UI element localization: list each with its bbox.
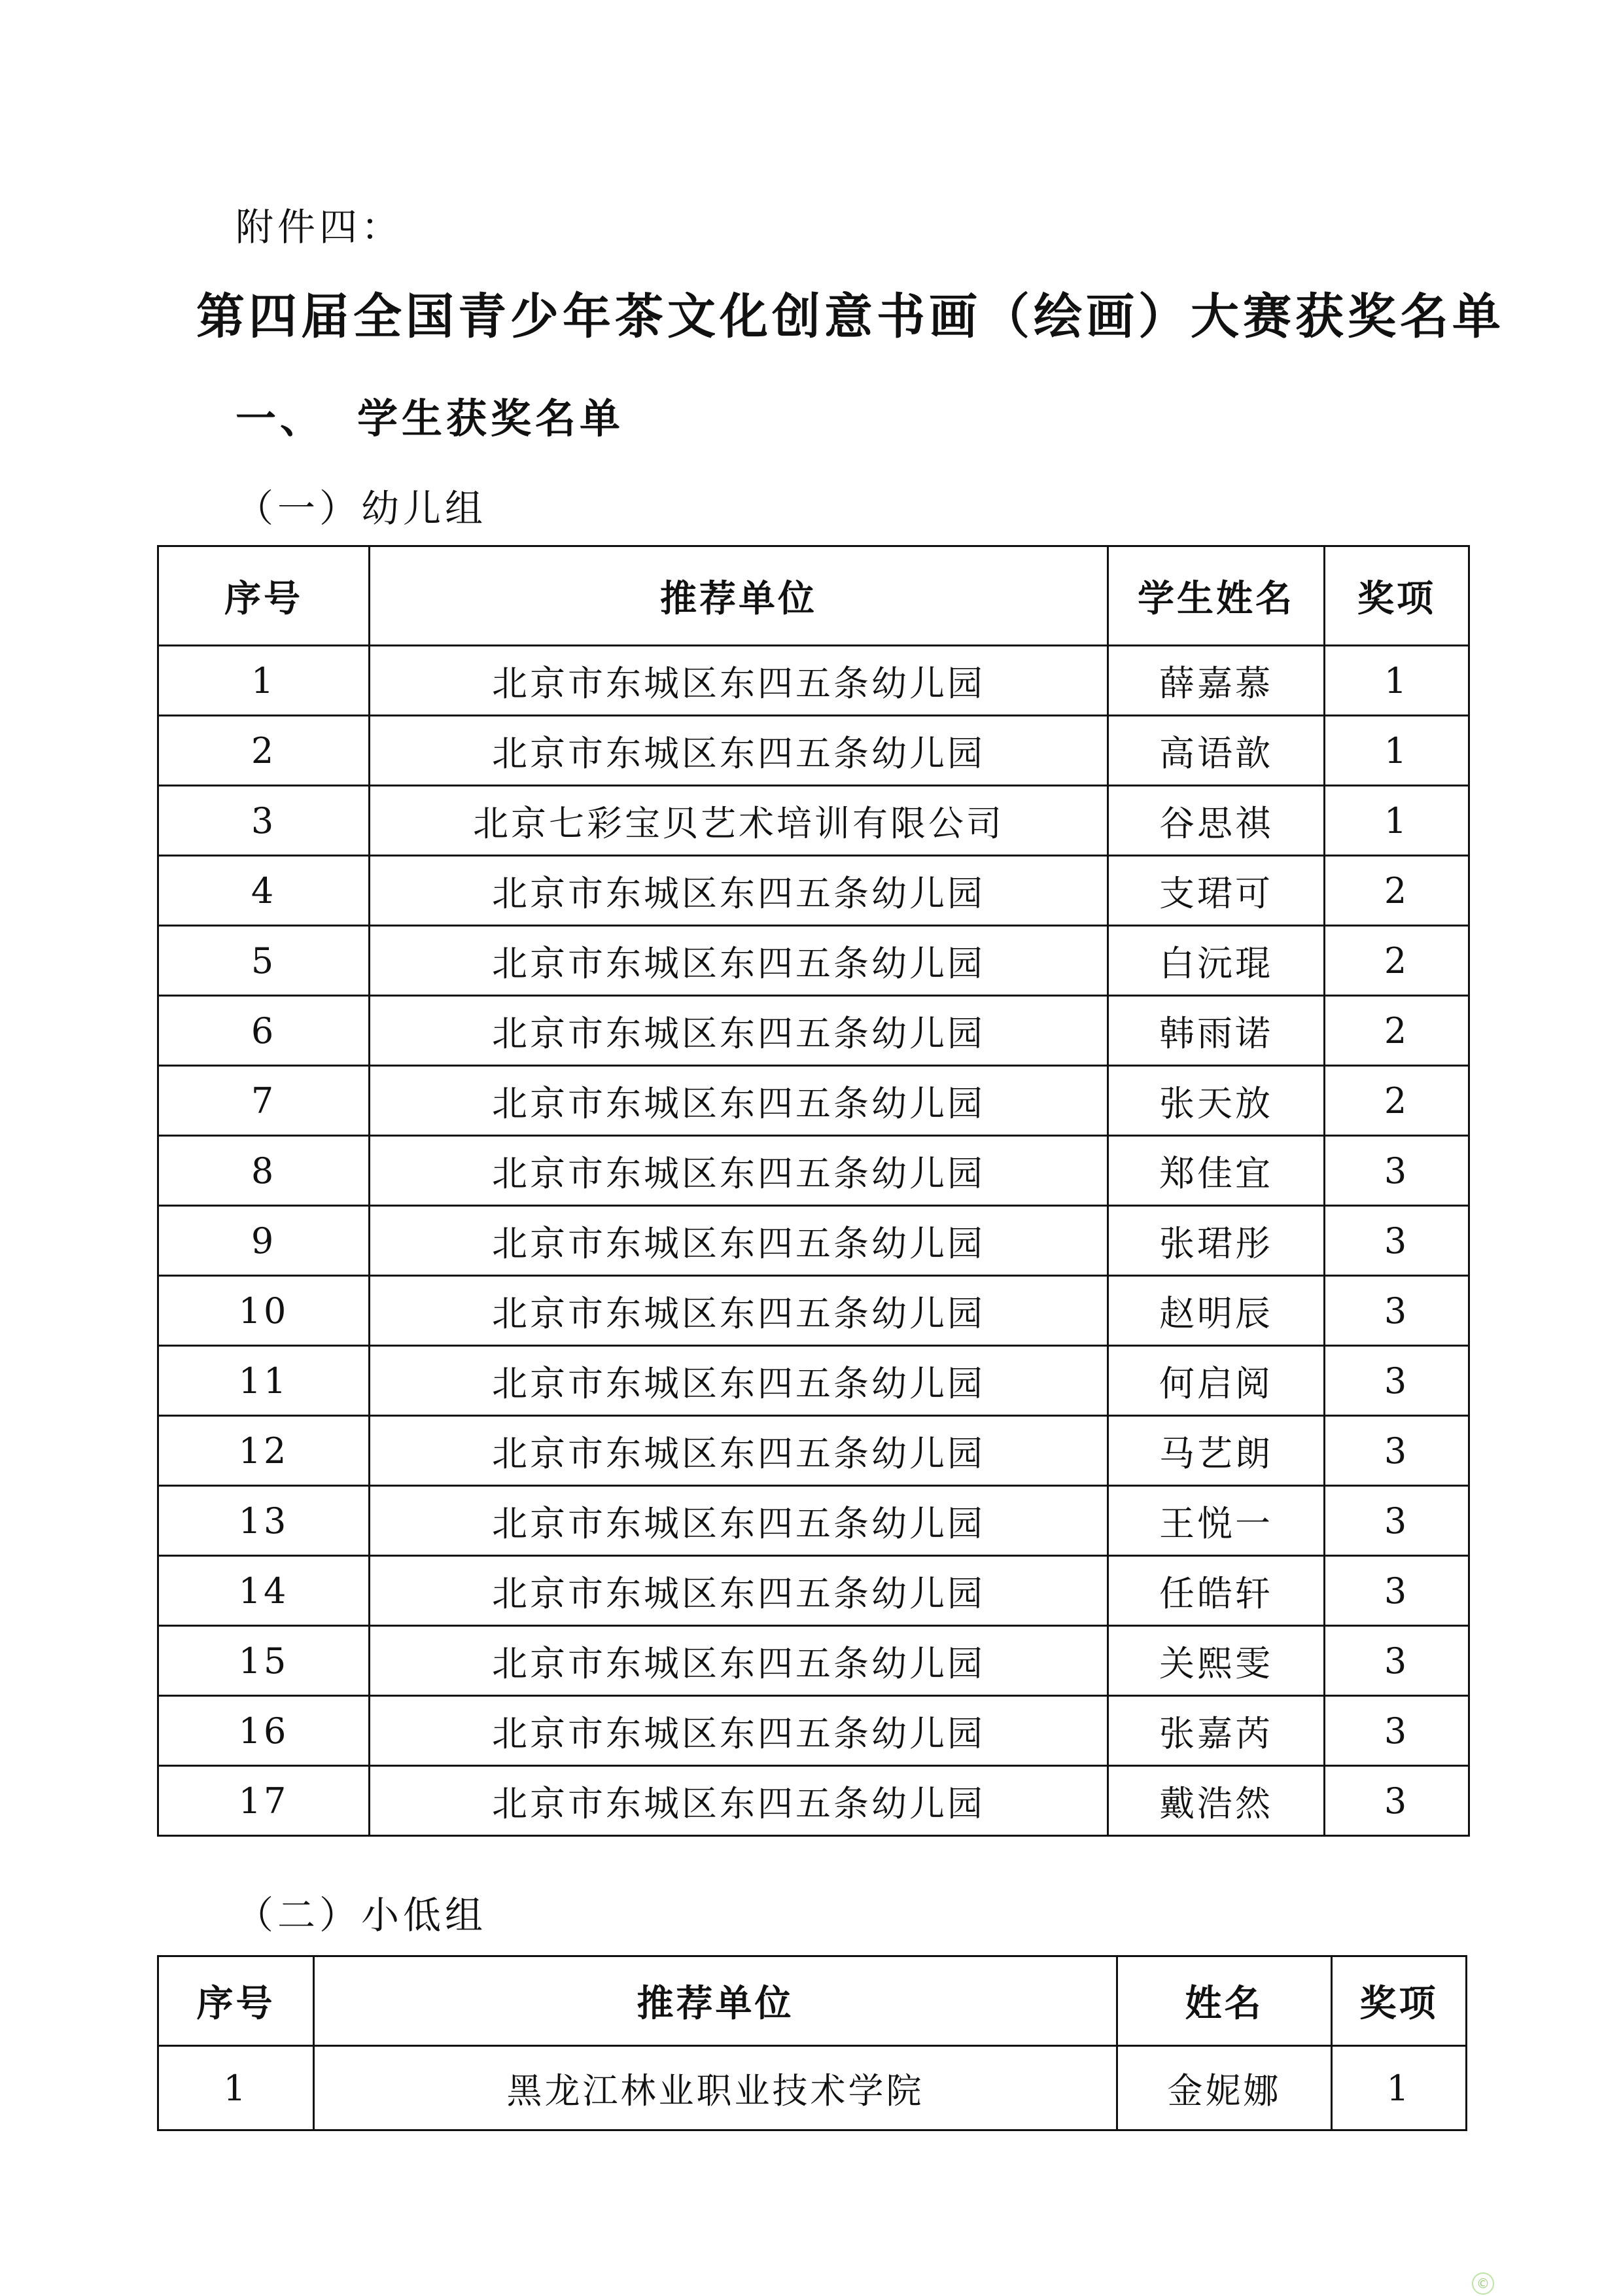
cell-unit: 北京市东城区东四五条幼儿园	[370, 1696, 1108, 1766]
cell-index: 14	[158, 1556, 370, 1626]
attachment-label: 附件四：	[236, 205, 404, 249]
cell-index: 7	[158, 1066, 370, 1136]
cell-index: 16	[158, 1696, 370, 1766]
cell-unit: 北京市东城区东四五条幼儿园	[370, 1486, 1108, 1556]
table-row	[158, 1346, 1469, 1416]
header-unit: 推荐单位	[314, 1956, 1117, 2046]
cell-index: 6	[158, 996, 370, 1066]
cell-name: 白沅琨	[1108, 926, 1325, 996]
cell-unit: 北京市东城区东四五条幼儿园	[370, 1626, 1108, 1696]
cell-index: 10	[158, 1276, 370, 1346]
cell-name: 支珺可	[1108, 856, 1325, 926]
cell-name: 张天放	[1108, 1066, 1325, 1136]
cell-award: 3	[1325, 1696, 1469, 1766]
cell-unit: 北京市东城区东四五条幼儿园	[370, 996, 1108, 1066]
cell-unit: 北京市东城区东四五条幼儿园	[370, 646, 1108, 716]
cell-name: 张珺彤	[1108, 1206, 1325, 1276]
cell-award: 3	[1325, 1626, 1469, 1696]
group-label-kindergarten: （一）幼儿组	[236, 486, 487, 531]
cell-name: 张嘉芮	[1108, 1696, 1325, 1766]
cell-name: 戴浩然	[1108, 1766, 1325, 1836]
cell-index: 1	[158, 2046, 314, 2130]
cell-index: 2	[158, 716, 370, 786]
cell-index: 1	[158, 646, 370, 716]
cell-name: 郑佳宜	[1108, 1136, 1325, 1206]
table-row	[158, 856, 1469, 926]
cell-name: 任皓轩	[1108, 1556, 1325, 1626]
cell-award: 1	[1325, 786, 1469, 856]
table-header-row	[158, 546, 1469, 646]
cell-name: 谷思祺	[1108, 786, 1325, 856]
table-row	[158, 1066, 1469, 1136]
cell-award: 2	[1325, 1066, 1469, 1136]
table-row	[158, 1276, 1469, 1346]
cell-name: 何启阅	[1108, 1346, 1325, 1416]
section-heading	[236, 386, 624, 444]
cell-unit: 北京市东城区东四五条幼儿园	[370, 716, 1108, 786]
table-row	[158, 716, 1469, 786]
cell-name: 高语歆	[1108, 716, 1325, 786]
section-title: 学生获奖名单	[357, 395, 625, 442]
cell-award: 3	[1325, 1136, 1469, 1206]
cell-unit: 北京市东城区东四五条幼儿园	[370, 1276, 1108, 1346]
cell-award: 3	[1325, 1766, 1469, 1836]
cell-unit: 北京七彩宝贝艺术培训有限公司	[370, 786, 1108, 856]
group-label-lower-primary: （二）小低组	[236, 1893, 487, 1937]
header-index: 序号	[158, 546, 370, 646]
header-award: 奖项	[1325, 546, 1469, 646]
cell-award: 2	[1325, 856, 1469, 926]
table-row	[158, 1556, 1469, 1626]
cell-award: 3	[1325, 1486, 1469, 1556]
cell-award: 3	[1325, 1346, 1469, 1416]
table-row	[158, 1416, 1469, 1486]
table-row	[158, 1136, 1469, 1206]
cell-unit: 北京市东城区东四五条幼儿园	[370, 926, 1108, 996]
cell-unit: 北京市东城区东四五条幼儿园	[370, 1206, 1108, 1276]
table-row	[158, 1206, 1469, 1276]
header-index: 序号	[158, 1956, 314, 2046]
lower-primary-awards-table	[157, 1955, 1467, 2131]
cell-index: 3	[158, 786, 370, 856]
kindergarten-awards-table	[157, 545, 1470, 1837]
table-row	[158, 1626, 1469, 1696]
table-row	[158, 996, 1469, 1066]
cell-unit: 北京市东城区东四五条幼儿园	[370, 1066, 1108, 1136]
table-row	[158, 786, 1469, 856]
table-header-row	[158, 1956, 1467, 2046]
cell-index: 8	[158, 1136, 370, 1206]
cell-index: 15	[158, 1626, 370, 1696]
cell-award: 1	[1332, 2046, 1467, 2130]
cell-name: 薛嘉慕	[1108, 646, 1325, 716]
section-number: 一、	[236, 395, 325, 442]
cell-unit: 北京市东城区东四五条幼儿园	[370, 1556, 1108, 1626]
table-row	[158, 1486, 1469, 1556]
cell-unit: 北京市东城区东四五条幼儿园	[370, 1136, 1108, 1206]
cell-award: 2	[1325, 996, 1469, 1066]
table-row	[158, 646, 1469, 716]
document-title: 第四届全国青少年茶文化创意书画（绘画）大赛获奖名单	[196, 289, 1505, 345]
cell-index: 5	[158, 926, 370, 996]
cell-index: 4	[158, 856, 370, 926]
cell-unit: 北京市东城区东四五条幼儿园	[370, 856, 1108, 926]
cell-name: 王悦一	[1108, 1486, 1325, 1556]
cell-name: 马艺朗	[1108, 1416, 1325, 1486]
cell-index: 12	[158, 1416, 370, 1486]
header-unit: 推荐单位	[370, 546, 1108, 646]
cell-unit: 黑龙江林业职业技术学院	[314, 2046, 1117, 2130]
cell-name: 赵明辰	[1108, 1276, 1325, 1346]
cell-award: 1	[1325, 716, 1469, 786]
cell-unit: 北京市东城区东四五条幼儿园	[370, 1416, 1108, 1486]
cell-unit: 北京市东城区东四五条幼儿园	[370, 1346, 1108, 1416]
header-award: 奖项	[1332, 1956, 1467, 2046]
cell-name: 韩雨诺	[1108, 996, 1325, 1066]
header-name: 姓名	[1117, 1956, 1332, 2046]
cell-index: 17	[158, 1766, 370, 1836]
cell-award: 1	[1325, 646, 1469, 716]
cell-name: 金妮娜	[1117, 2046, 1332, 2130]
cell-award: 3	[1325, 1276, 1469, 1346]
cell-index: 13	[158, 1486, 370, 1556]
watermark-icon: ©	[1472, 2272, 1494, 2295]
table-row	[158, 1696, 1469, 1766]
cell-award: 3	[1325, 1556, 1469, 1626]
cell-name: 关熙雯	[1108, 1626, 1325, 1696]
cell-award: 3	[1325, 1416, 1469, 1486]
cell-unit: 北京市东城区东四五条幼儿园	[370, 1766, 1108, 1836]
table-row	[158, 926, 1469, 996]
cell-award: 3	[1325, 1206, 1469, 1276]
table-row	[158, 2046, 1467, 2130]
cell-index: 9	[158, 1206, 370, 1276]
header-student-name: 学生姓名	[1108, 546, 1325, 646]
table-row	[158, 1766, 1469, 1836]
cell-award: 2	[1325, 926, 1469, 996]
cell-index: 11	[158, 1346, 370, 1416]
